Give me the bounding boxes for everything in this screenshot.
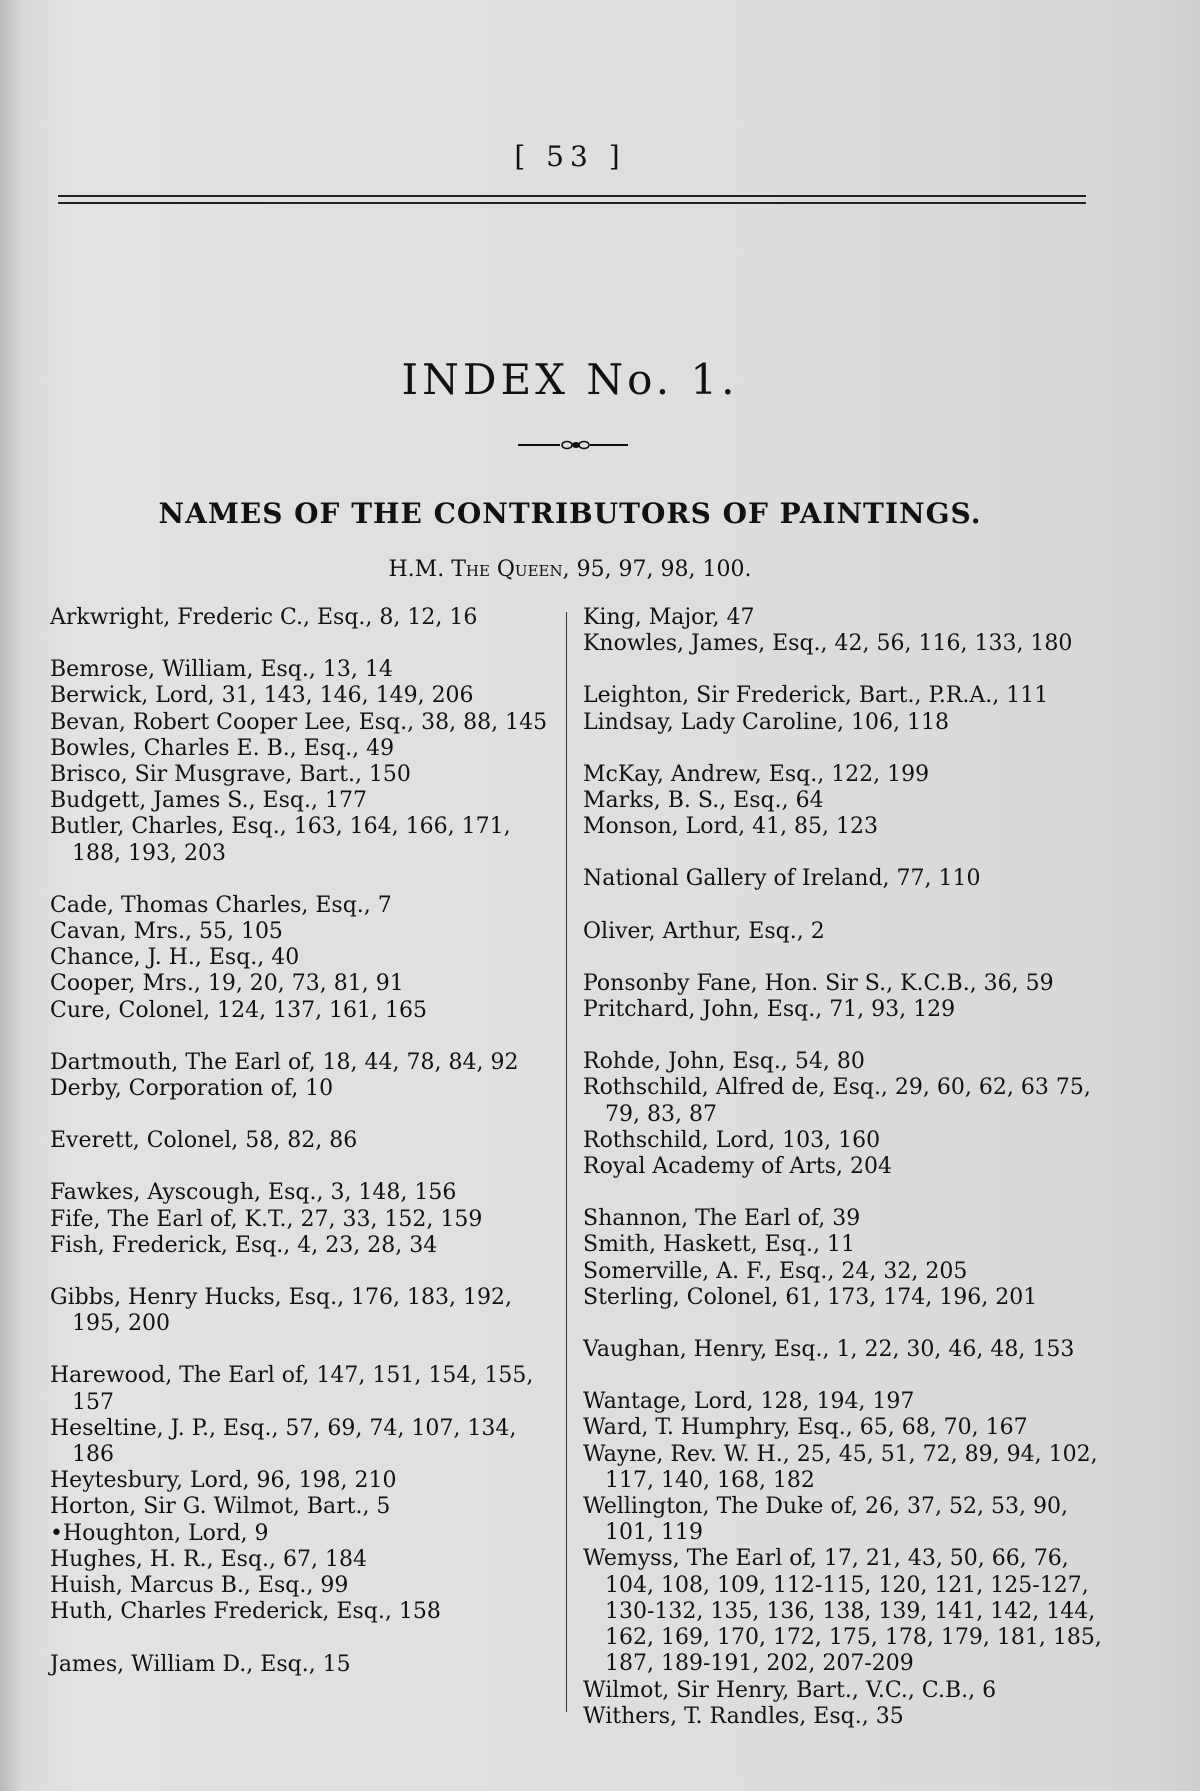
left-column <box>50 605 550 1678</box>
queen-line <box>0 557 1140 582</box>
index-entry: Pritchard, John, Esq., 71, 93, 129 <box>583 997 956 1023</box>
index-entry: Berwick, Lord, 31, 143, 146, 149, 206 <box>50 683 474 709</box>
section-gap <box>583 736 1103 762</box>
index-entry: Cade, Thomas Charles, Esq., 7 <box>50 892 392 918</box>
index-entry: Bemrose, William, Esq., 13, 14 <box>50 657 393 683</box>
section-gap <box>583 893 1103 919</box>
index-entry: Derby, Corporation of, 10 <box>50 1076 334 1102</box>
index-entry: Huth, Charles Frederick, Esq., 158 <box>50 1599 441 1625</box>
index-entry: Chance, J. H., Esq., 40 <box>50 945 300 971</box>
index-entry: Knowles, James, Esq., 42, 56, 116, 133, 180 <box>583 631 1073 657</box>
section-gap <box>583 1180 1103 1206</box>
index-entry: Monson, Lord, 41, 85, 123 <box>583 814 879 840</box>
index-entry: Everett, Colonel, 58, 82, 86 <box>50 1128 358 1154</box>
index-entry: Rohde, John, Esq., 54, 80 <box>583 1049 865 1075</box>
section-gap <box>50 631 550 657</box>
section-gap <box>583 840 1103 866</box>
index-entry: Fawkes, Ayscough, Esq., 3, 148, 156 <box>50 1180 457 1206</box>
section-gap <box>50 1626 550 1652</box>
index-entry: Royal Academy of Arts, 204 <box>583 1154 892 1180</box>
section-gap <box>50 867 550 893</box>
section-gap <box>50 1102 550 1128</box>
index-entry: Huish, Marcus B., Esq., 99 <box>50 1573 349 1599</box>
index-entry: •Houghton, Lord, 9 <box>50 1520 269 1546</box>
index-entry: Wellington, The Duke of, 26, 37, 52, 53, 90, 101, 119 <box>583 1494 1068 1546</box>
index-entry: Fish, Frederick, Esq., 4, 23, 28, 34 <box>50 1232 438 1258</box>
queen-name: The Queen <box>451 557 563 582</box>
ornament-divider-icon <box>518 437 628 453</box>
index-entry: Wayne, Rev. W. H., 25, 45, 51, 72, 89, 94, 102, 117, 140, 168, 182 <box>583 1441 1098 1493</box>
queen-prefix: H.M. <box>388 557 452 582</box>
index-entry: Hughes, H. R., Esq., 67, 184 <box>50 1546 368 1572</box>
index-entry: Gibbs, Henry Hucks, Esq., 176, 183, 192, 195, 200 <box>50 1285 512 1337</box>
header-rule-top <box>58 195 1086 197</box>
index-entry: Bowles, Charles E. B., Esq., 49 <box>50 735 395 761</box>
index-entry: National Gallery of Ireland, 77, 110 <box>583 866 981 892</box>
section-title: NAMES OF THE CONTRIBUTORS OF PAINTINGS. <box>158 497 982 530</box>
section-gap <box>583 1363 1103 1389</box>
index-entry: Rothschild, Lord, 103, 160 <box>583 1127 881 1153</box>
section-gap <box>50 1154 550 1180</box>
section-gap <box>583 657 1103 683</box>
index-entry: McKay, Andrew, Esq., 122, 199 <box>583 761 930 787</box>
section-gap <box>50 1024 550 1050</box>
index-entry: Heseltine, J. P., Esq., 57, 69, 74, 107, 134, 186 <box>50 1415 517 1468</box>
index-entry: Fife, The Earl of, K.T., 27, 33, 152, 159 <box>50 1206 483 1232</box>
column-divider <box>566 612 567 1712</box>
index-entry: Sterling, Colonel, 61, 173, 174, 196, 201 <box>583 1284 1038 1310</box>
section-gap <box>50 1337 550 1363</box>
index-title: INDEX No. 1. <box>401 355 739 404</box>
index-entry: Wemyss, The Earl of, 17, 21, 43, 50, 66, 76, 104, 108, 109, 112-115, 120, 121, 125-127, 130-132, 135, 136, 138, 139, 141, 142, 144, 162, 169, 170, 172, 175, 178, 179, 181, 185, 187, 189-191, 202, 207-209 <box>583 1546 1102 1677</box>
index-entry: Lindsay, Lady Caroline, 106, 118 <box>583 709 949 735</box>
index-entry: James, William D., Esq., 15 <box>50 1651 351 1677</box>
index-entry: Ponsonby Fane, Hon. Sir S., K.C.B., 36, 59 <box>583 970 1054 996</box>
index-entry: Heytesbury, Lord, 96, 198, 210 <box>50 1468 397 1494</box>
index-entry: Dartmouth, The Earl of, 18, 44, 78, 84, 92 <box>50 1049 519 1075</box>
page-number: [ 53 ] <box>514 140 626 173</box>
index-entry: Rothschild, Alfred de, Esq., 29, 60, 62, 63 75, 79, 83, 87 <box>583 1075 1091 1127</box>
header-rule-bottom <box>58 202 1086 204</box>
index-entry: Wantage, Lord, 128, 194, 197 <box>583 1389 915 1415</box>
index-entry: King, Major, 47 <box>583 605 755 630</box>
index-entry: Bevan, Robert Cooper Lee, Esq., 38, 88, 145 <box>50 709 548 735</box>
section-gap <box>50 1259 550 1285</box>
section-gap <box>583 945 1103 971</box>
section-gap <box>583 1023 1103 1049</box>
index-entry: Wilmot, Sir Henry, Bart., V.C., C.B., 6 <box>583 1677 997 1703</box>
right-column <box>583 605 1103 1730</box>
index-entry: Leighton, Sir Frederick, Bart., P.R.A., 111 <box>583 683 1049 709</box>
index-entry: Smith, Haskett, Esq., 11 <box>583 1232 855 1258</box>
index-entry: Vaughan, Henry, Esq., 1, 22, 30, 46, 48, 153 <box>583 1337 1075 1363</box>
index-entry: Brisco, Sir Musgrave, Bart., 150 <box>50 762 411 788</box>
index-entry: Ward, T. Humphry, Esq., 65, 68, 70, 167 <box>583 1415 1028 1441</box>
index-entry: Horton, Sir G. Wilmot, Bart., 5 <box>50 1494 391 1520</box>
index-entry: Arkwright, Frederic C., Esq., 8, 12, 16 <box>50 605 478 630</box>
section-gap <box>583 1311 1103 1337</box>
index-entry: Shannon, The Earl of, 39 <box>583 1206 861 1232</box>
index-entry: Harewood, The Earl of, 147, 151, 154, 155, 157 <box>50 1363 534 1415</box>
index-entry: Budgett, James S., Esq., 177 <box>50 788 367 814</box>
index-entry: Withers, T. Randles, Esq., 35 <box>583 1703 904 1729</box>
index-entry: Butler, Charles, Esq., 163, 164, 166, 171, 188, 193, 203 <box>50 814 511 866</box>
index-entry: Oliver, Arthur, Esq., 2 <box>583 918 825 944</box>
index-entry: Cure, Colonel, 124, 137, 161, 165 <box>50 997 428 1023</box>
index-entry: Somerville, A. F., Esq., 24, 32, 205 <box>583 1258 968 1284</box>
index-entry: Marks, B. S., Esq., 64 <box>583 788 824 814</box>
index-entry: Cooper, Mrs., 19, 20, 73, 81, 91 <box>50 971 404 997</box>
index-entry: Cavan, Mrs., 55, 105 <box>50 919 283 945</box>
queen-numbers: , 95, 97, 98, 100. <box>562 557 752 582</box>
